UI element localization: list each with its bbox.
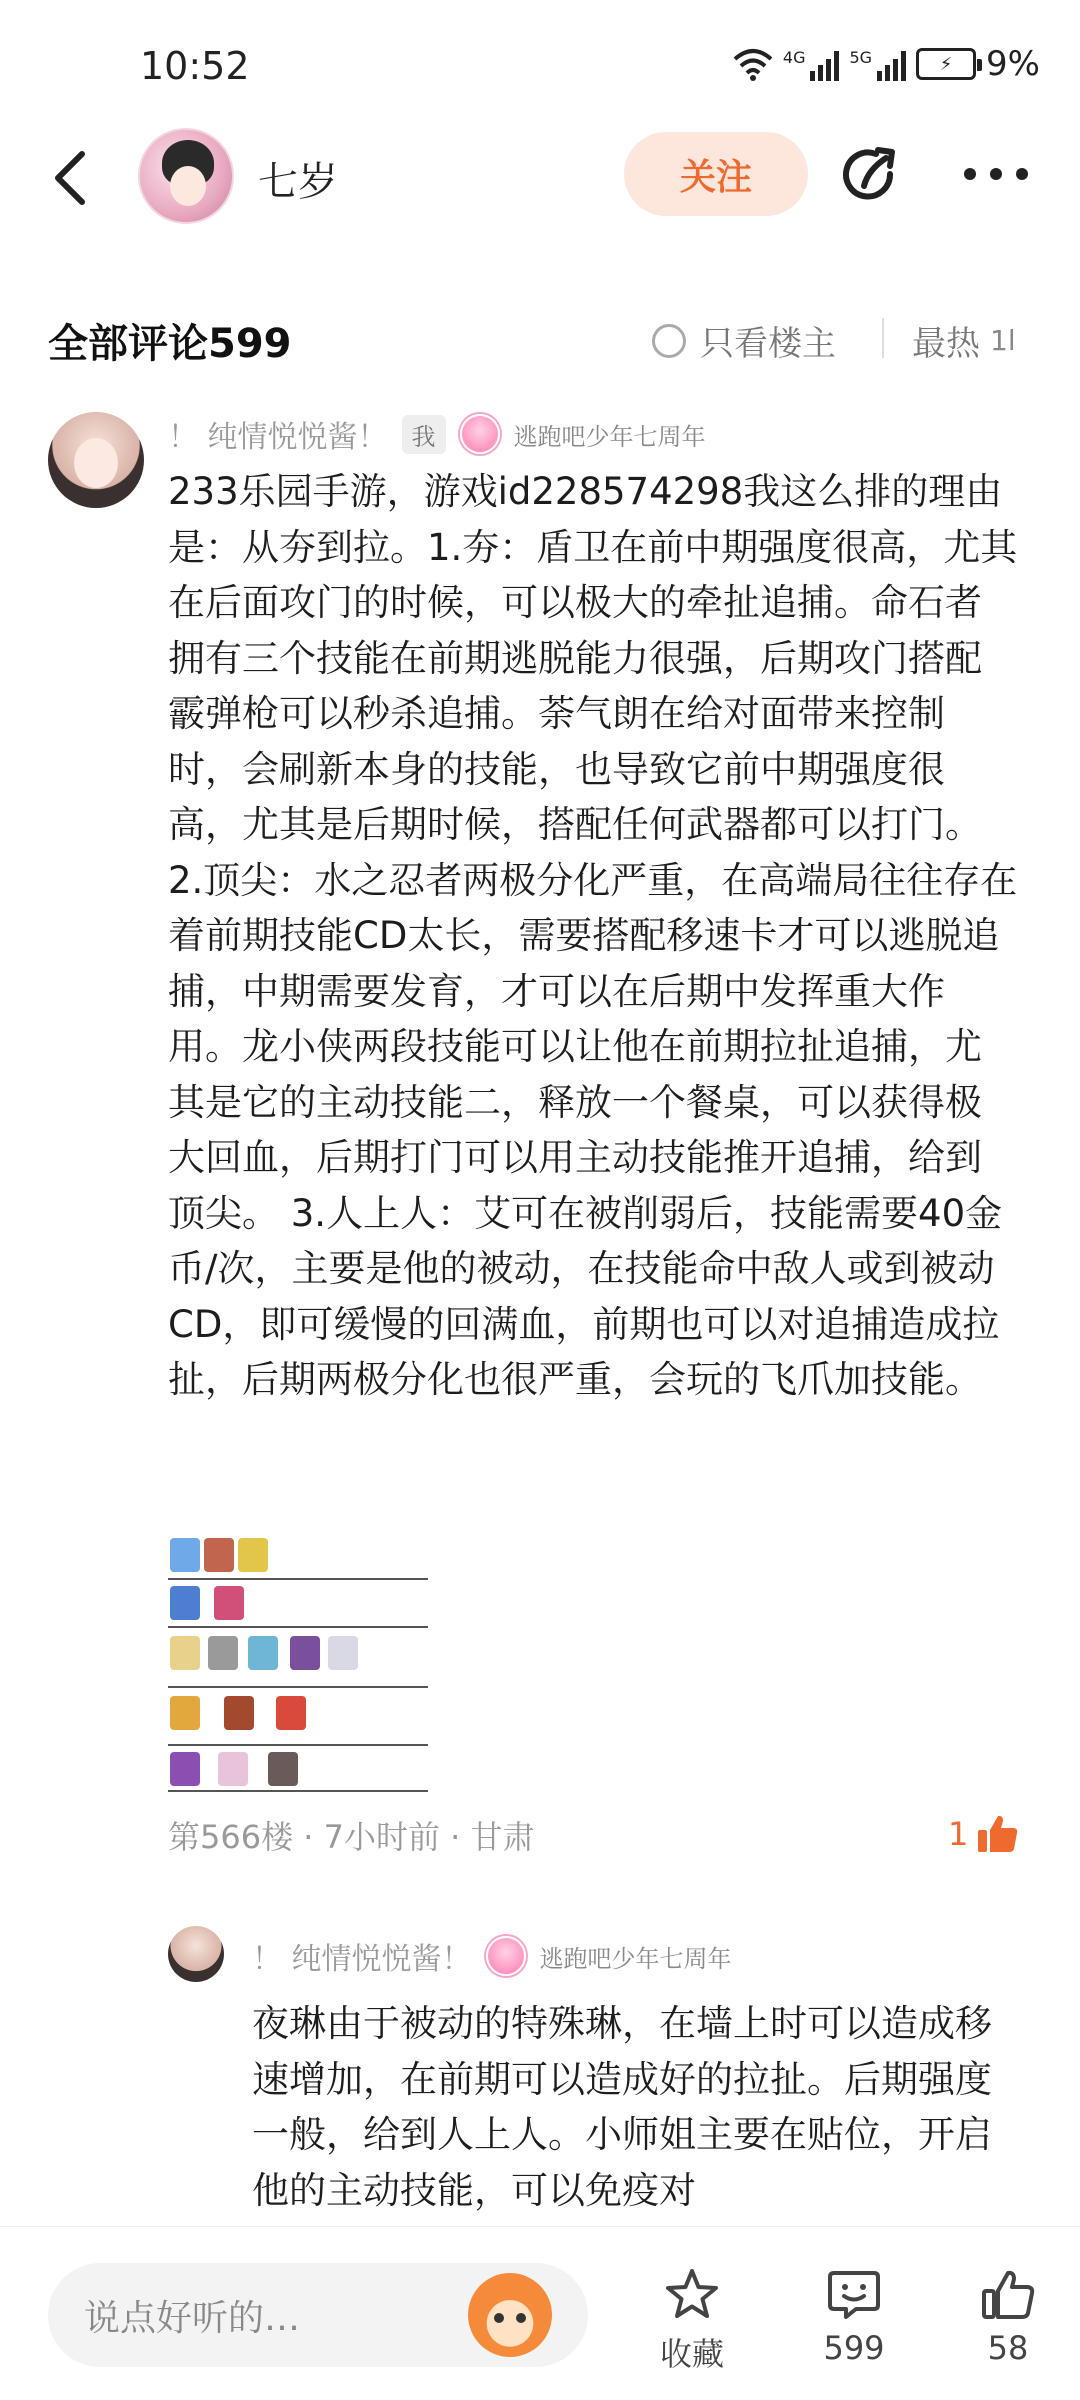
character-thumbnail <box>170 1752 200 1786</box>
character-thumbnail <box>224 1696 254 1730</box>
top-header <box>0 128 1080 228</box>
sort-label: 最热 <box>912 324 980 364</box>
sort-button[interactable] <box>912 316 1016 365</box>
character-thumbnail <box>204 1538 234 1572</box>
character-thumbnail <box>214 1586 244 1620</box>
thumbs-up-outline-icon[interactable] <box>980 2267 1036 2323</box>
favorite-label: 收藏 <box>659 2335 724 2373</box>
character-thumbnail <box>170 1538 200 1572</box>
character-thumbnail <box>208 1636 238 1670</box>
follow-button[interactable]: 关注 <box>624 132 808 216</box>
character-thumbnail <box>268 1752 298 1786</box>
character-thumbnail <box>170 1586 200 1620</box>
signal-icon-2 <box>849 47 906 81</box>
comments-header <box>0 300 1080 380</box>
author-name[interactable]: 七岁 <box>258 159 338 205</box>
reply-avatar[interactable] <box>168 1926 224 1982</box>
comment-count: 599 <box>823 2329 885 2367</box>
reply-badge-text: 逃跑吧少年七周年 <box>539 1944 732 1973</box>
commenter-name[interactable]: ！ 纯情悦悦酱！ <box>168 420 388 455</box>
character-thumbnail <box>170 1636 200 1670</box>
network-label-2: 5G <box>849 48 873 67</box>
mascot-emoji-icon[interactable] <box>468 2273 552 2357</box>
game-badge-icon <box>486 1936 526 1976</box>
character-thumbnail <box>290 1636 320 1670</box>
battery-icon: ⚡ <box>916 48 976 80</box>
like-count: 58 <box>987 2329 1029 2367</box>
comment-like-button[interactable] <box>948 1812 1020 1856</box>
share-icon[interactable] <box>840 144 904 208</box>
more-options-icon[interactable] <box>964 168 1028 184</box>
character-thumbnail <box>238 1538 268 1572</box>
op-only-label: 只看楼主 <box>700 324 836 364</box>
badge-text: 逃跑吧少年七周年 <box>513 422 706 451</box>
sort-icon: 1l <box>990 324 1016 357</box>
author-avatar[interactable] <box>138 128 234 224</box>
reply-meta <box>252 1934 732 1978</box>
back-arrow-icon[interactable] <box>50 150 90 206</box>
comment-input[interactable]: 说点好听的… <box>48 2263 588 2367</box>
radio-circle-icon[interactable] <box>652 324 686 358</box>
network-label-1: 4G <box>782 48 806 67</box>
comment-bubble-icon[interactable] <box>826 2267 882 2323</box>
wifi-icon <box>733 47 773 81</box>
comment-footer: 第566楼 · 7小时前 · 甘肃 <box>168 1818 535 1856</box>
character-thumbnail <box>170 1696 200 1730</box>
tier-row <box>168 1580 428 1628</box>
op-only-toggle[interactable] <box>652 316 836 365</box>
status-icons <box>733 44 1040 84</box>
signal-icon-1 <box>783 47 840 81</box>
tier-row <box>168 1746 428 1792</box>
divider <box>882 318 884 358</box>
character-thumbnail <box>248 1636 278 1670</box>
comments-title: 全部评论599 <box>48 321 292 367</box>
character-thumbnail <box>218 1752 248 1786</box>
thumbs-up-icon[interactable] <box>976 1812 1020 1856</box>
character-thumbnail <box>276 1696 306 1730</box>
status-time: 10:52 <box>140 44 250 88</box>
status-bar <box>0 0 1080 130</box>
reply-text: 夜琳由于被动的特殊琳，在墙上时可以造成移速增加，在前期可以造成好的拉扯。后期强度一般，给到人上人。小师姐主要在贴位，开启他的主动技能，可以免疫对 <box>252 2002 992 2212</box>
comment-meta <box>168 412 706 456</box>
reply-author-name[interactable]: ！ 纯情悦悦酱！ <box>252 1942 472 1977</box>
like-button[interactable] <box>948 2267 1068 2367</box>
tier-list-image[interactable] <box>168 1532 428 1792</box>
comment-like-count: 1 <box>948 1815 969 1853</box>
comments-button[interactable] <box>794 2267 914 2367</box>
favorite-button[interactable] <box>632 2267 752 2375</box>
bottom-action-bar <box>0 2226 1080 2400</box>
me-tag: 我 <box>402 415 446 454</box>
comment-text: 233乐园手游，游戏id228574298我这么排的理由是：从夯到拉。1.夯：盾卫在前中期强度很高，尤其在后面攻门的时候，可以极大的牵扯追捕。命石者拥有三个技能在前期逃脱能力很强，后期攻门搭配霰弹枪可以秒杀追捕。荼气朗在给对面带来控制时，会刷新本身的技能，也导致它前中期强度很高，尤其是后期时候，搭配任何武器都可以打门。 2.顶尖：水之忍者两极分化严重，在高端局往往存在着前期技能CD太长，需要搭配移速卡才可以逃脱追捕，中期需要发育，才可以在后期中发挥重大作用。龙小侠两段技能可以让他在前期拉扯追捕，尤其是它的主动技能二，释放一个餐桌，可以获得极大回血，后期打门可以用主动技能推开追捕，给到顶尖。 3.人上人：艾可在被削弱后，技能需要40金币/次，主要是他的被动，在技能命中敌人或到被动CD，即可缓慢的回满血，前期也可以对追捕造成拉扯，后期两极分化也很严重，会玩的飞爪加技能。 <box>168 470 1018 1401</box>
commenter-avatar[interactable] <box>48 412 144 508</box>
game-badge-icon <box>460 414 500 454</box>
character-thumbnail <box>328 1636 358 1670</box>
star-icon[interactable] <box>664 2267 720 2323</box>
battery-percent: 9% <box>986 44 1040 84</box>
